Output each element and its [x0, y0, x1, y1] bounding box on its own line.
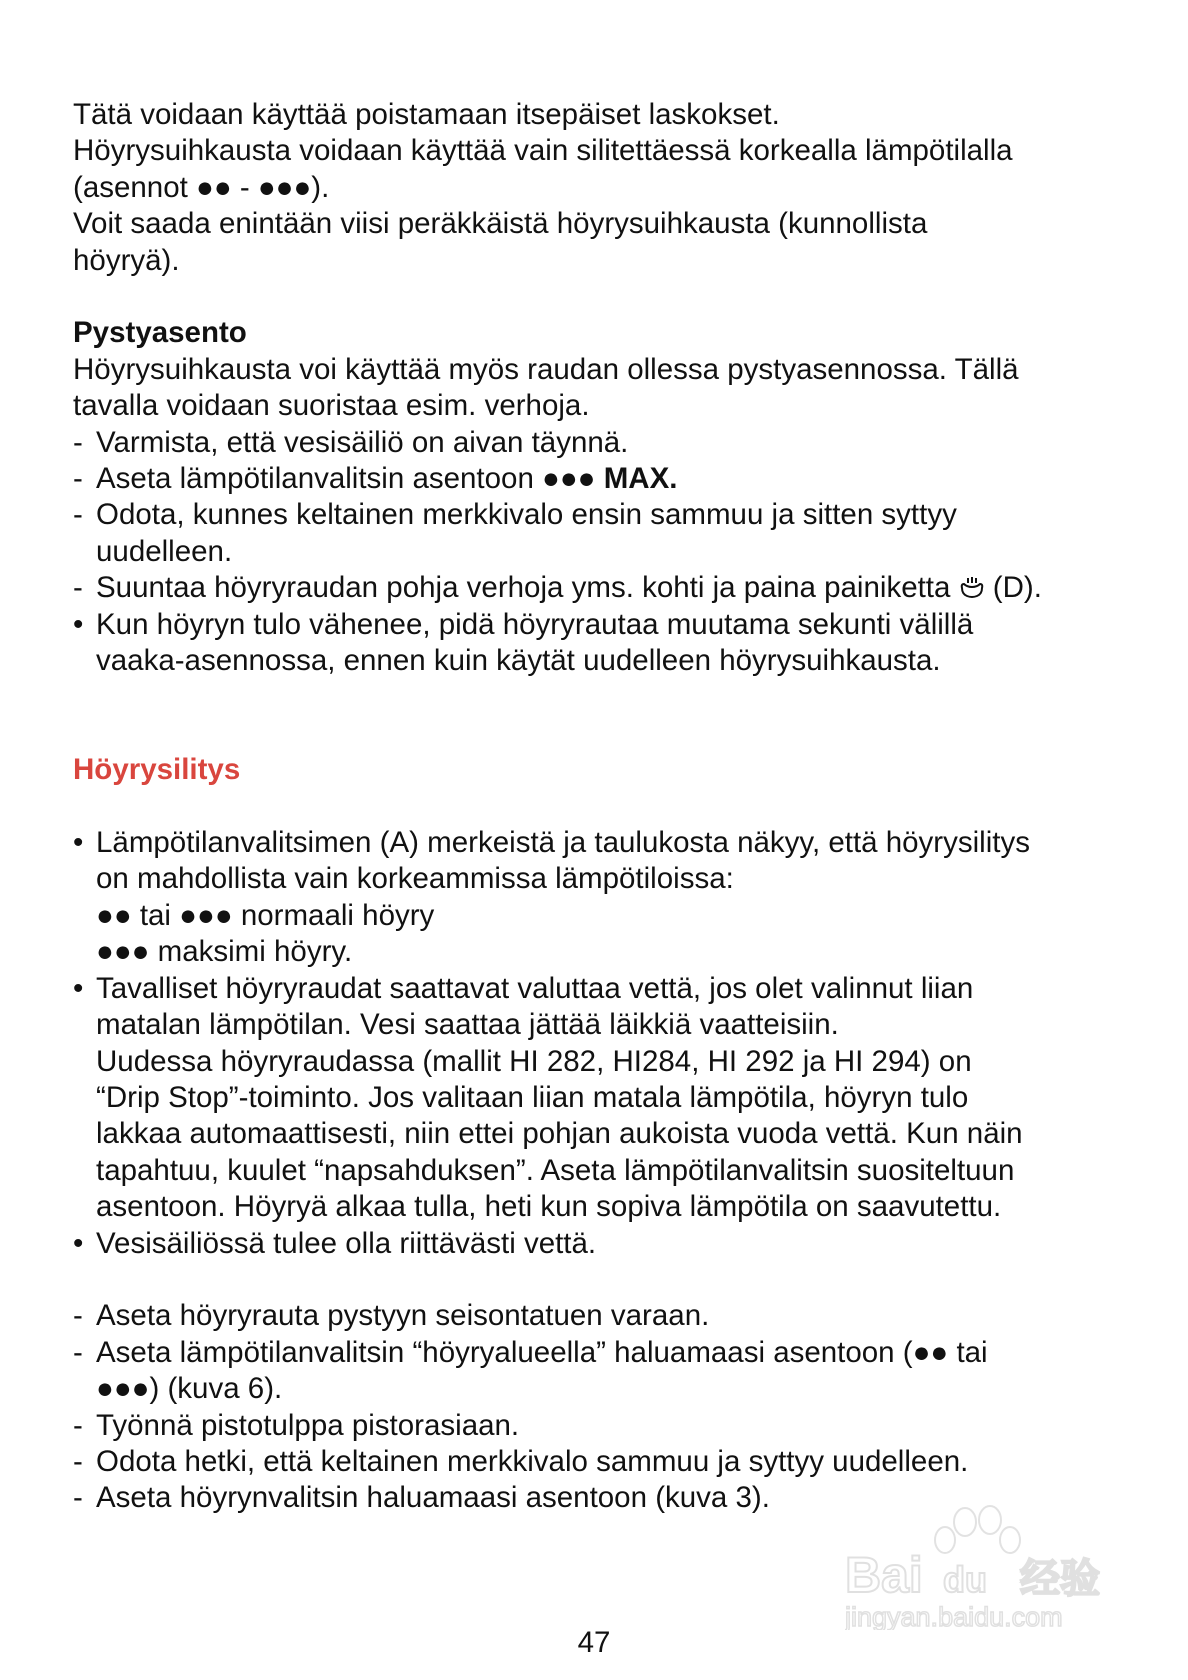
list-item-text: Suuntaa höyryraudan pohja verhoja yms. kohti ja paina painiketta: [96, 571, 959, 605]
list-item: [73, 497, 1133, 570]
list-marker: -: [73, 498, 83, 532]
list-item-text: Vesisäiliössä tulee olla riittävästi vettä.: [96, 1226, 597, 1260]
list-item-text: Lämpötilanvalitsimen (A) merkeistä ja taulukosta näkyy, että höyrysilitys on mahdollista vain korkeammissa lämpötiloissa: ●● tai ●●● normaali höyry ●●● maksimi höyry.: [96, 826, 1030, 969]
baidu-watermark-logo: [845, 1500, 1115, 1635]
list-item-text: Tavalliset höyryraudat saattavat valuttaa vettä, jos olet valinnut liian matalan lämpötilan. Vesi saattaa jättää läikkiä vaatteisiin. Uudessa höyryraudassa (mallit HI 282, HI284, HI 292 ja HI 294) on “Drip Stop”-toiminto. Jos valitaan liian matala lämpötila, höyryn tulo lakkaa automaattisesti, niin ettei pohjan aukoista vuoda vettä. Kun näin tapahtuu, kuulet “napsahduksen”. Aseta lämpötilanvalitsin suositeltuun asentoon. Höyryä alkaa tulla, heti kun sopiva lämpötila on saavutettu.: [96, 971, 1023, 1224]
list-marker: -: [73, 1335, 83, 1369]
step-item: [73, 1298, 1133, 1334]
step-item: [73, 1444, 1133, 1480]
list-marker: -: [73, 425, 83, 459]
list-marker: •: [73, 971, 84, 1005]
list-marker: •: [73, 1226, 84, 1260]
list-item-text: (D).: [984, 571, 1042, 605]
svg-text:Bai: Bai: [845, 1547, 923, 1603]
list-item: [73, 570, 1133, 606]
step-text: Aseta höyryrauta pystyyn seisontatuen varaan.: [96, 1299, 710, 1333]
list-item: [73, 607, 1133, 680]
list-item: [73, 461, 1133, 497]
step-text: Aseta höyrynvalitsin haluamaasi asentoon (kuva 3).: [96, 1481, 770, 1515]
max-label: MAX.: [603, 462, 678, 496]
list-item: [73, 1226, 1133, 1262]
intro-paragraph: Tätä voidaan käyttää poistamaan itsepäiset laskokset. Höyrysuihkausta voidaan käyttää vain silitettäessä korkealla lämpötilalla (asennot ●● - ●●●). Voit saada enintään viisi peräkkäistä höyrysuihkausta (kunnollista höyryä).: [73, 98, 1013, 277]
list-item: [73, 425, 1133, 461]
svg-text:经验: 经验: [1020, 1556, 1100, 1602]
list-marker: -: [73, 571, 83, 605]
section-heading-hoyrysilitys: Höyrysilitys: [73, 753, 241, 787]
list-item-text: Aseta lämpötilanvalitsin asentoon ●●●: [96, 462, 604, 496]
step-item: [73, 1408, 1133, 1444]
list-marker: -: [73, 1444, 83, 1478]
list-marker: -: [73, 462, 83, 496]
list-marker: •: [73, 607, 84, 641]
page-number: 47: [577, 1626, 611, 1659]
list-marker: -: [73, 1299, 83, 1333]
list-item: [73, 825, 1133, 971]
step-item: [73, 1335, 1133, 1408]
list-marker: •: [73, 826, 84, 860]
list-marker: -: [73, 1481, 83, 1515]
document-page: [73, 97, 1133, 1517]
svg-text:jingyan.baidu.com: jingyan.baidu.com: [845, 1602, 1063, 1630]
pystyasento-paragraph: Höyrysuihkausta voi käyttää myös raudan ollessa pystyasennossa. Tällä tavalla voidaan suoristaa esim. verhoja.: [73, 352, 1019, 423]
step-text: Odota hetki, että keltainen merkkivalo sammuu ja syttyy uudelleen.: [96, 1444, 969, 1478]
step-text: Aseta lämpötilanvalitsin “höyryalueella” haluamaasi asentoon (●● tai ●●●) (kuva 6).: [96, 1335, 988, 1406]
list-item-text: Varmista, että vesisäiliö on aivan täynnä.: [96, 425, 629, 459]
section-heading-pystyasento: Pystyasento: [73, 316, 247, 350]
list-item-text: Odota, kunnes keltainen merkkivalo ensin sammuu ja sitten syttyy uudelleen.: [96, 498, 957, 568]
step-text: Työnnä pistotulppa pistorasiaan.: [96, 1408, 520, 1442]
list-item-text: Kun höyryn tulo vähenee, pidä höyryrautaa muutama sekunti välillä vaaka-asennossa, ennen kuin käytät uudelleen höyrysuihkausta.: [96, 607, 974, 678]
steam-shot-button-icon: [959, 572, 985, 596]
list-item: [73, 971, 1133, 1226]
svg-text:du: du: [943, 1559, 987, 1600]
list-marker: -: [73, 1408, 83, 1442]
